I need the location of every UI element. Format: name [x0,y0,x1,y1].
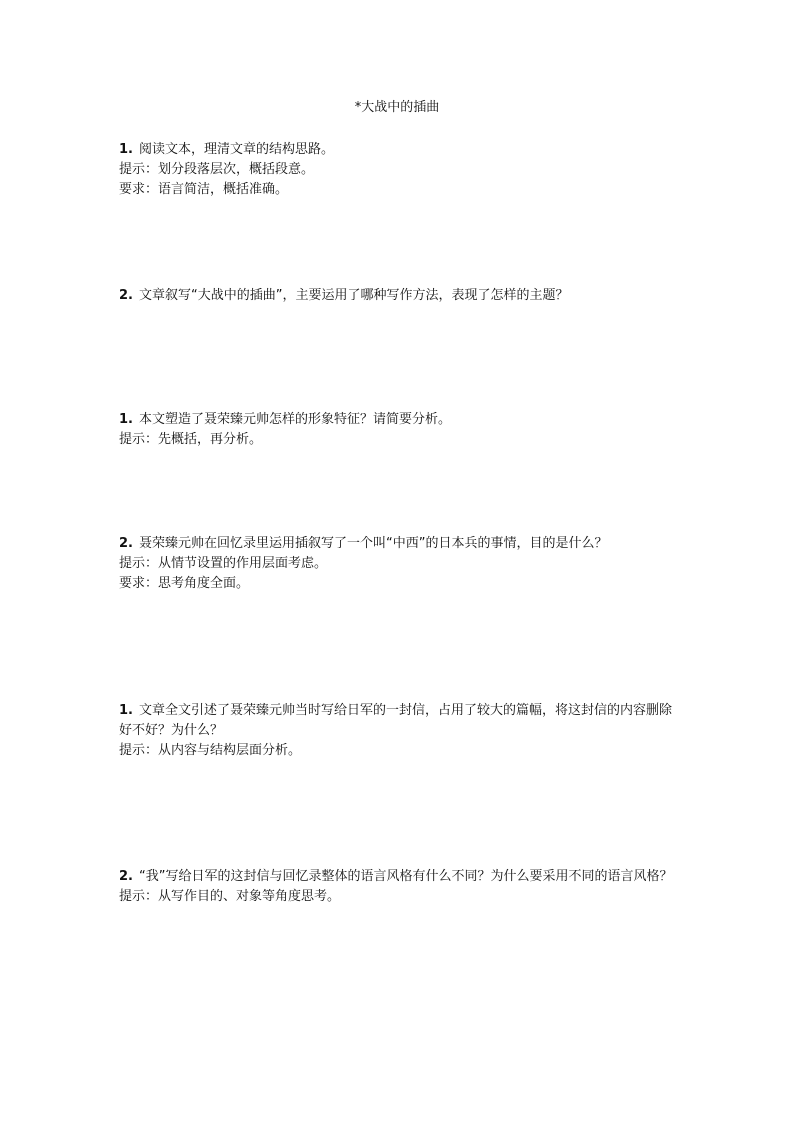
question-text: 聂荣臻元帅在回忆录里运用插叙写了一个叫“中西”的日本兵的事情，目的是什么？ [138,536,608,551]
question-line [119,140,684,160]
question-block [119,534,684,594]
question-hint: 提示：从内容与结构层面分析。 [119,743,302,758]
question-block [119,286,684,306]
question-text: 本文塑造了聂荣臻元帅怎样的形象特征？请简要分析。 [138,412,451,427]
question-requirement: 要求：语言简洁，概括准确。 [119,182,289,197]
question-text: 文章叙写“大战中的插曲”，主要运用了哪种写作方法，表现了怎样的主题？ [138,288,569,303]
question-number: 1. [119,703,133,718]
question-number: 2. [119,288,133,303]
question-number: 1. [119,142,133,157]
question-line [119,867,684,887]
question-hint: 提示：从情节设置的作用层面考虑。 [119,556,328,571]
question-text: 阅读文本，理清文章的结构思路。 [138,142,334,157]
question-text: 文章全文引述了聂荣臻元帅当时写给日军的一封信，占用了较大的篇幅，将这封信的内容删除好不好？为什么？ [119,703,672,738]
question-line [119,701,684,741]
question-block [119,410,684,450]
question-text: “我”写给日军的这封信与回忆录整体的语言风格有什么不同？为什么要采用不同的语言风格？ [138,869,673,884]
question-line [119,286,684,306]
question-line [119,410,684,430]
question-hint: 提示：从写作目的、对象等角度思考。 [119,889,341,904]
question-number: 1. [119,412,133,427]
question-requirement: 要求：思考角度全面。 [119,576,250,591]
question-number: 2. [119,869,133,884]
question-hint: 提示：先概括，再分析。 [119,432,263,447]
question-block [119,701,684,761]
question-hint: 提示：划分段落层次，概括段意。 [119,162,315,177]
question-number: 2. [119,536,133,551]
question-line [119,534,684,554]
page-title: *大战中的插曲 [354,100,440,115]
question-block [119,140,684,200]
question-block [119,867,684,907]
